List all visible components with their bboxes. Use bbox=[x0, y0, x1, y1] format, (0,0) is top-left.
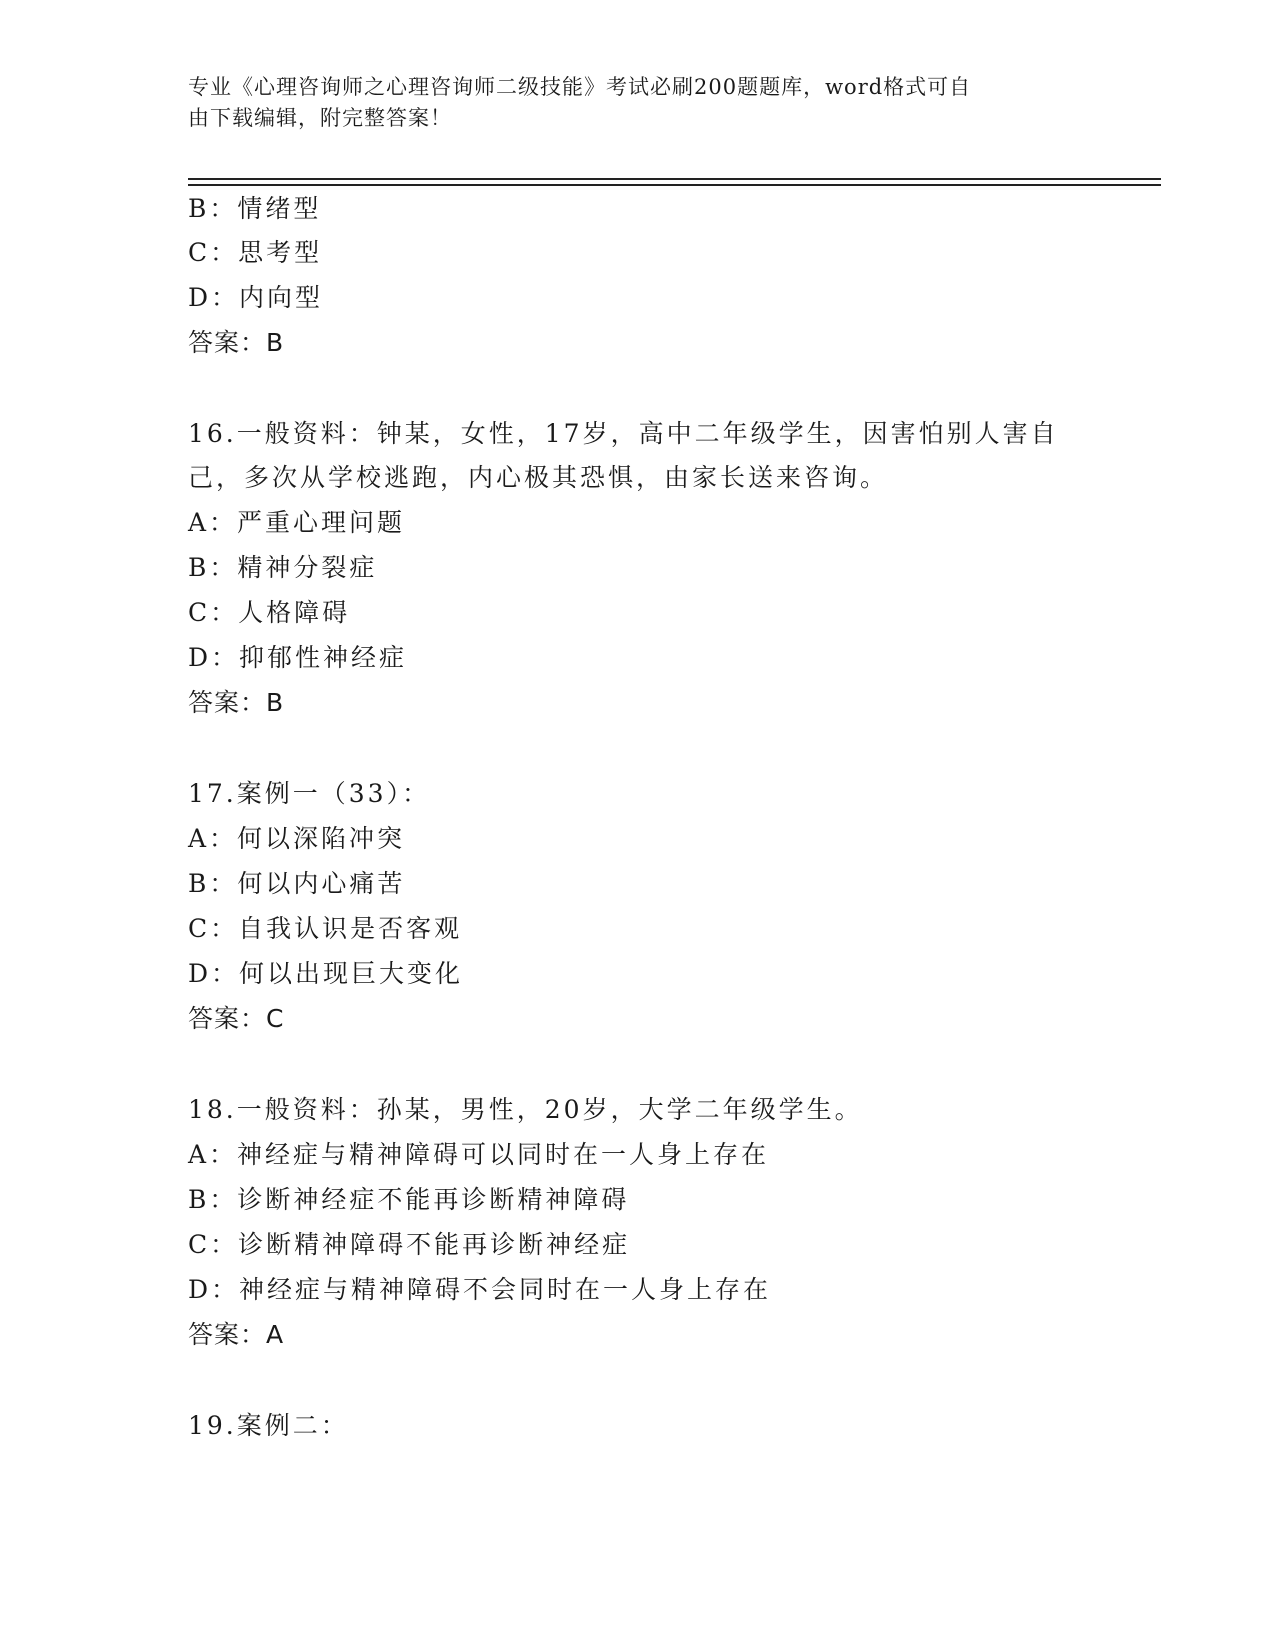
header-line-2: 由下载编辑，附完整答案！ bbox=[188, 106, 452, 130]
q16-option-d: D：抑郁性神经症 bbox=[188, 643, 408, 672]
header-divider-top bbox=[188, 178, 1161, 180]
q15-option-d: D：内向型 bbox=[188, 283, 324, 312]
q18-option-a: A：神经症与精神障碍可以同时在一人身上存在 bbox=[188, 1140, 770, 1169]
q18-option-d: D：神经症与精神障碍不会同时在一人身上存在 bbox=[188, 1275, 772, 1304]
document-header bbox=[188, 72, 1068, 134]
header-divider-bottom bbox=[188, 184, 1161, 186]
q17-option-c: C：自我认识是否客观 bbox=[188, 914, 463, 943]
q17-answer: 答案：C bbox=[188, 1004, 285, 1033]
q16-answer: 答案：B bbox=[188, 688, 285, 717]
q16-stem-line-1: 16.一般资料：钟某，女性，17岁，高中二年级学生，因害怕别人害自 bbox=[188, 419, 1059, 448]
q16-option-b: B：精神分裂症 bbox=[188, 553, 378, 582]
q18-answer: 答案：A bbox=[188, 1320, 285, 1349]
q18-option-b: B：诊断神经症不能再诊断精神障碍 bbox=[188, 1185, 630, 1214]
q15-option-c: C：思考型 bbox=[188, 238, 323, 267]
q16-option-c: C：人格障碍 bbox=[188, 598, 351, 627]
q17-option-b: B：何以内心痛苦 bbox=[188, 869, 406, 898]
q16-stem-line-2: 己，多次从学校逃跑，内心极其恐惧，由家长送来咨询。 bbox=[188, 463, 889, 492]
header-line-1: 专业《心理咨询师之心理咨询师二级技能》考试必刷200题题库，word格式可自 bbox=[188, 75, 972, 99]
q18-stem: 18.一般资料：孙某，男性，20岁，大学二年级学生。 bbox=[188, 1095, 863, 1124]
q17-stem: 17.案例一（33）： bbox=[188, 779, 431, 808]
q17-option-d: D：何以出现巨大变化 bbox=[188, 959, 464, 988]
q15-answer: 答案：B bbox=[188, 328, 285, 357]
q18-option-c: C：诊断精神障碍不能再诊断神经症 bbox=[188, 1230, 631, 1259]
q17-option-a: A：何以深陷冲突 bbox=[188, 824, 406, 853]
q16-option-a: A：严重心理问题 bbox=[188, 508, 406, 537]
q19-stem: 19.案例二： bbox=[188, 1411, 349, 1440]
q15-option-b: B：情绪型 bbox=[188, 194, 322, 223]
